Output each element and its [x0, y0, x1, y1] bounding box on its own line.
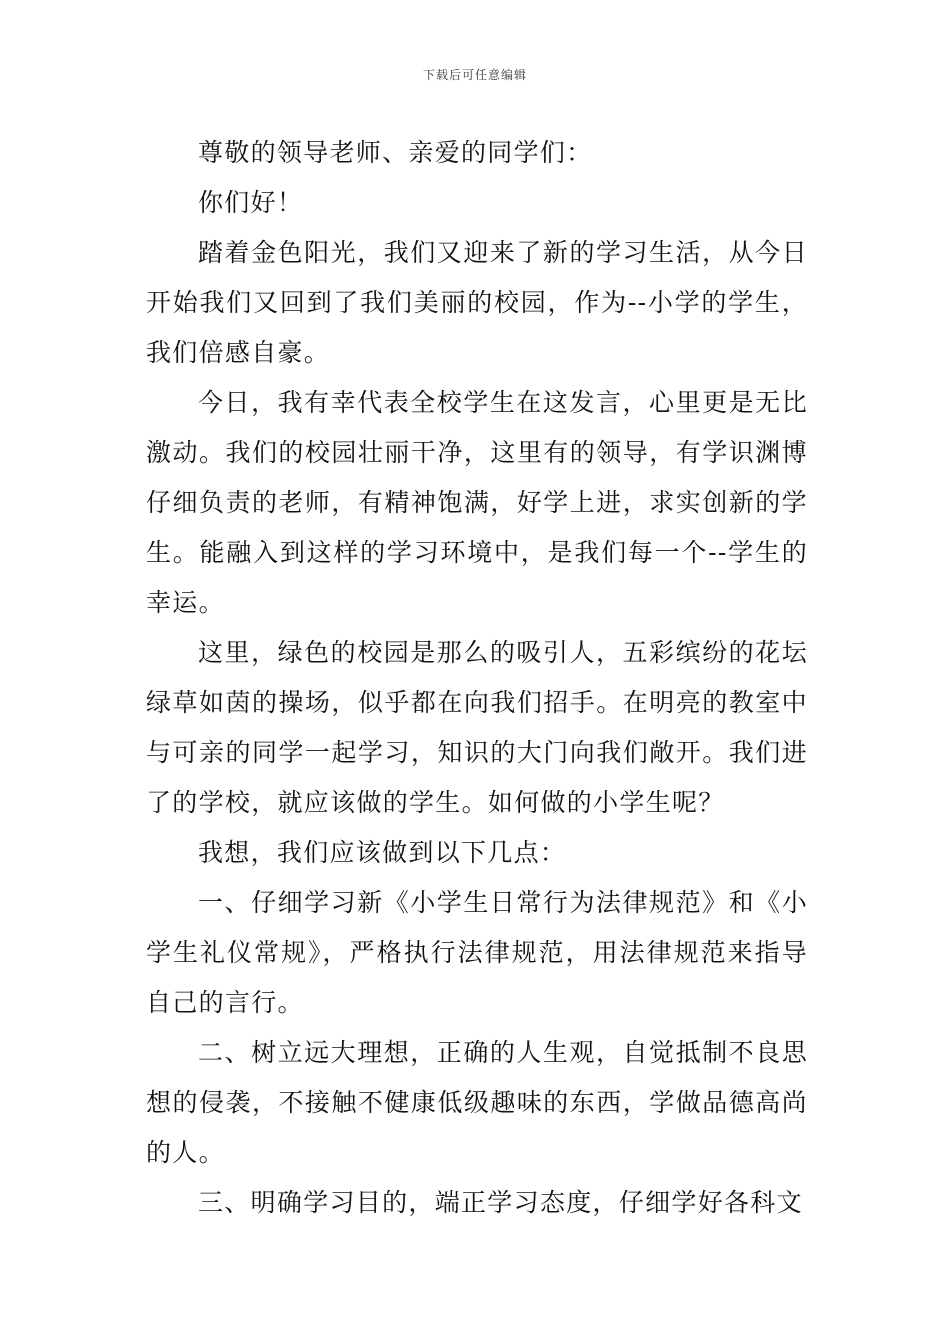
paragraph: 我想，我们应该做到以下几点： — [198, 838, 567, 867]
document-body — [146, 128, 808, 1228]
paragraph-salutation: 尊敬的领导老师、亲爱的同学们： — [198, 138, 593, 167]
paragraph-greeting: 你们好！ — [198, 188, 304, 217]
paragraph: 这里，绿色的校园是那么的吸引人，五彩缤纷的花坛绿草如茵的操场，似乎都在向我们招手。在明亮的教室中与可亲的同学一起学习，知识的大门向我们敞开。我们进了的学校，就应该做的学生。如何做的小学生呢？ — [146, 638, 808, 817]
paragraph: 三、明确学习目的，端正学习态度，仔细学好各科文 — [198, 1188, 803, 1217]
paragraph: 踏着金色阳光，我们又迎来了新的学习生活，从今日开始我们又回到了我们美丽的校园，作为--小学的学生，我们倍感自豪。 — [146, 238, 808, 367]
paragraph: 一、仔细学习新《小学生日常行为法律规范》和《小学生礼仪常规》，严格执行法律规范，用法律规范来指导自己的言行。 — [146, 888, 808, 1017]
paragraph: 今日，我有幸代表全校学生在这发言，心里更是无比激动。我们的校园壮丽干净，这里有的领导，有学识渊博仔细负责的老师，有精神饱满，好学上进，求实创新的学生。能融入到这样的学习环境中，是我们每一个--学生的幸运。 — [146, 388, 808, 617]
paragraph: 二、树立远大理想，正确的人生观，自觉抵制不良思想的侵袭，不接触不健康低级趣味的东西，学做品德高尚的人。 — [146, 1038, 808, 1167]
header-note: 下载后可任意编辑 — [422, 68, 527, 82]
